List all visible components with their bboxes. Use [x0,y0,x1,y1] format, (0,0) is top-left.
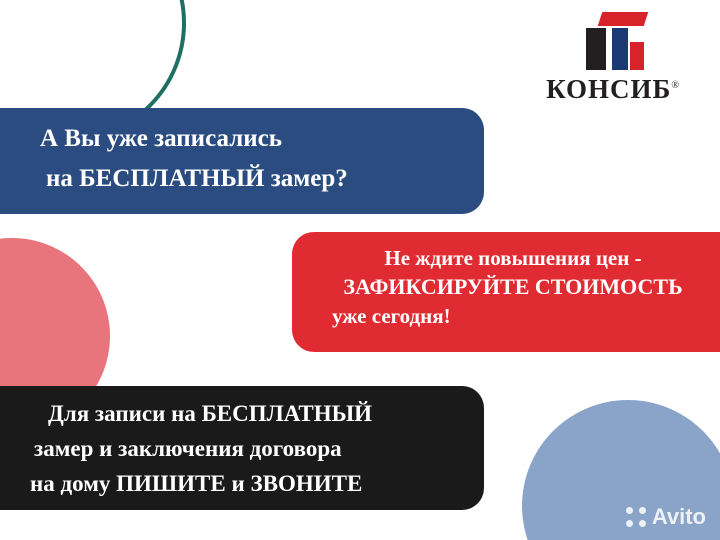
offer-line-2: ЗАФИКСИРУЙТЕ СТОИМОСТЬ [343,274,683,300]
contact-banner-black [0,386,484,510]
logo-word-text: КОНСИБ [546,74,672,104]
company-logo [528,12,698,104]
contact-line-1: Для записи на БЕСПЛАТНЫЙ [48,401,373,426]
headline-line-2: на БЕСПЛАТНЫЙ замер? [46,164,348,192]
avito-watermark [626,504,706,530]
headline-line-1: А Вы уже записались [40,125,282,152]
avito-watermark-text: Avito [651,504,706,529]
headline-banner-blue [0,108,484,214]
offer-line-1: Не ждите повышения цен - [384,246,642,270]
offer-line-3: уже сегодня! [332,304,451,329]
logo-trademark: ® [671,80,680,91]
avito-logo-icon [626,507,646,527]
logo-mark-icon [580,12,646,70]
offer-banner-red [292,232,720,352]
logo-wordmark [528,74,698,105]
contact-line-3: на дому ПИШИТЕ и ЗВОНИТЕ [30,471,363,497]
contact-line-2: замер и заключения договора [34,436,342,462]
